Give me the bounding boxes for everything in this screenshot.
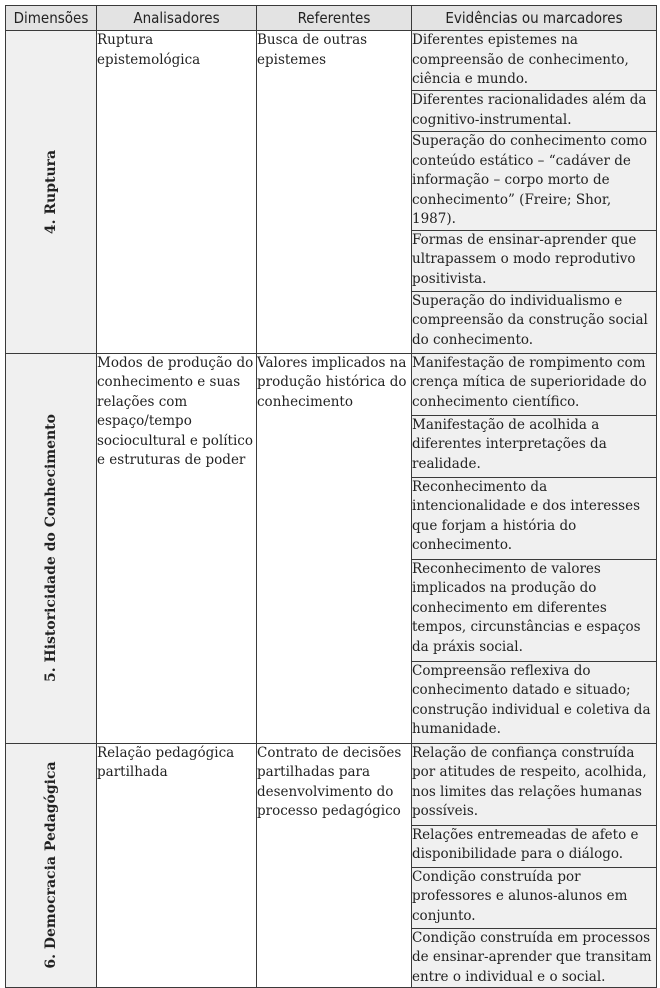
evidence-cell: Superação do conhecimento como conteúdo estático – “cadáver de informação – corpo morto de conhecimento” (Freire; Shor, 1987). [412,132,657,231]
dimension-label: 4. Ruptura [43,149,59,234]
evidence-cell: Relação de confiança construída por atitudes de respeito, acolhida, nos limites das relações humanas possíveis. [412,743,657,825]
header-row [6,6,657,31]
table-row [6,31,657,91]
dimension-cell [6,31,97,354]
analisador-cell: Ruptura epistemológica [97,31,257,354]
evidence-cell: Formas de ensinar-aprender que ultrapassem o modo reprodutivo positivista. [412,230,657,291]
referente-cell: Valores implicados na produção histórica do conhecimento [257,353,412,743]
dimension-label: 5. Historicidade do Conhecimento [43,414,59,682]
evidence-cell: Diferentes epistemes na compreensão de conhecimento, ciência e mundo. [412,31,657,91]
table-body [6,31,657,988]
header-dimensoes: Dimensões [6,6,97,31]
evidence-cell: Reconhecimento da intencionalidade e dos interesses que forjam a história do conhecimento. [412,477,657,559]
referente-cell: Contrato de decisões partilhadas para desenvolvimento do processo pedagógico [257,743,412,988]
table-header [6,6,657,31]
evidence-cell: Diferentes racionalidades além da cognitivo-instrumental. [412,91,657,132]
table-row [6,743,657,825]
table-row [6,353,657,415]
header-referentes: Referentes [257,6,412,31]
evidence-cell: Manifestação de rompimento com crença mítica de superioridade do conhecimento científico. [412,353,657,415]
dimension-cell [6,353,97,743]
dimension-cell [6,743,97,988]
header-evidencias: Evidências ou marcadores [412,6,657,31]
referente-cell: Busca de outras epistemes [257,31,412,354]
evidence-cell: Compreensão reflexiva do conhecimento datado e situado; construção individual e coletiva da humanidade. [412,661,657,743]
evidence-cell: Manifestação de acolhida a diferentes interpretações da realidade. [412,415,657,477]
analisador-cell: Modos de produção do conhecimento e suas relações com espaço/tempo sociocultural e político e estruturas de poder [97,353,257,743]
dimension-label: 6. Democracia Pedagógica [43,761,59,969]
evidence-cell: Relações entremeadas de afeto e disponibilidade para o diálogo. [412,825,657,867]
evaluation-table [5,5,657,988]
evidence-cell: Condição construída por professores e alunos-alunos em conjunto. [412,867,657,928]
analisador-cell: Relação pedagógica partilhada [97,743,257,988]
evidence-cell: Superação do individualismo e compreensão da construção social do conhecimento. [412,291,657,353]
evidence-cell: Reconhecimento de valores implicados na produção do conhecimento em diferentes tempos, circunstâncias e espaços da práxis social. [412,559,657,661]
header-analisadores: Analisadores [97,6,257,31]
evidence-cell: Condição construída em processos de ensinar-aprender que transitam entre o individual e o social. [412,928,657,988]
